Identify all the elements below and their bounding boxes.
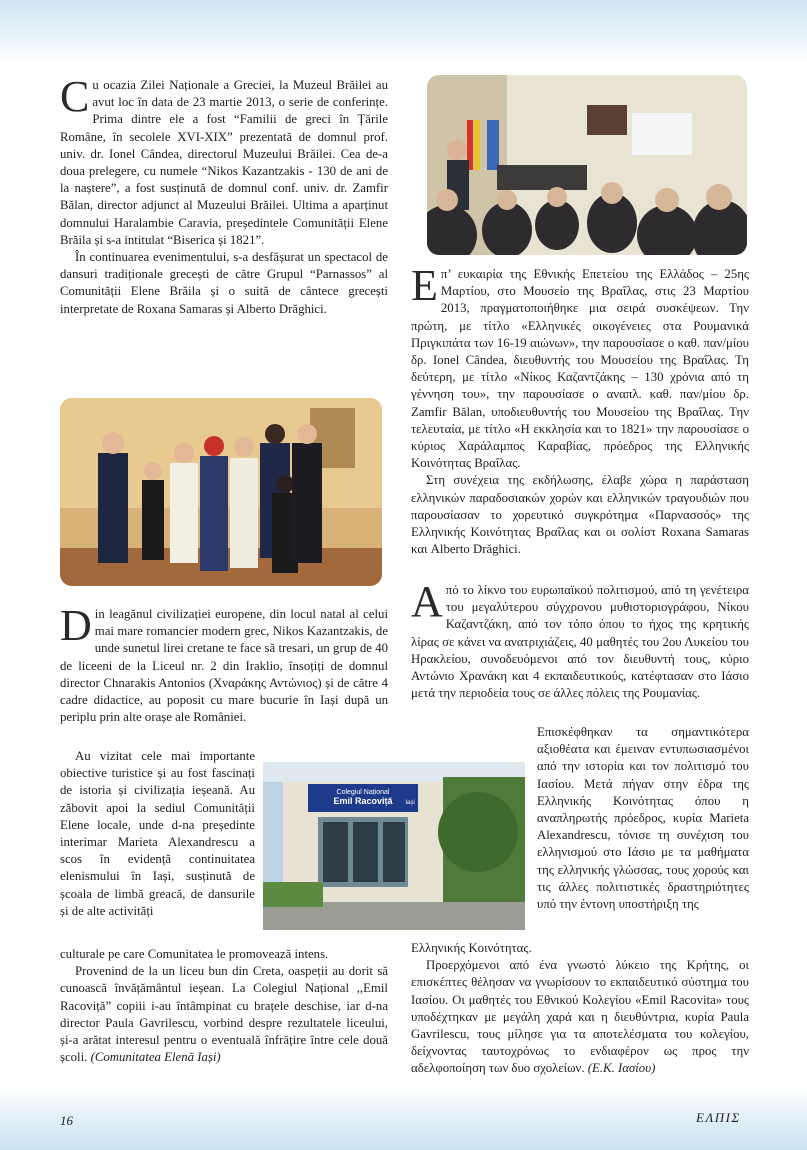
magazine-title: ΕΛΠΙΣ bbox=[696, 1110, 741, 1125]
right-article-2 bbox=[411, 577, 749, 702]
right-wrap-text bbox=[537, 724, 749, 913]
right-article-2-cont bbox=[411, 940, 749, 1078]
left-article-2-cont bbox=[60, 946, 388, 1066]
bottom-band bbox=[0, 1088, 807, 1150]
paragraph: Din leagănul civilizației europene, din locul natal al celui mai mare romancier modern grec, Nikos Kazantzakis, de unde sunetul lirei cretane te face să tresari, un grup de 40 de liceeni de la Liceul nr. 2 din Iraklio, însoțiți de domnul director Chnarakis Antonios (Χναράκης Αντώνιος) și de către 4 cadre didactice, au poposit cu mare bucurie în Iași după un periplu prin alte orașe ale României. bbox=[60, 601, 388, 725]
drop-cap: C bbox=[60, 72, 90, 121]
paragraph: Ελληνικής Κοινότητας. bbox=[411, 941, 532, 955]
left-article-1 bbox=[60, 72, 388, 318]
paragraph: În continuarea evenimentului, s-a desfășurat un spectacol de dansuri tradiționale grecești de către Grupul “Parnassos” al Comunității Elene Brăila și o suită de cântece grecești interpretate de Roxana Samaras și Alberto Drăghici. bbox=[60, 250, 388, 316]
school-sign-line1: Colegiul Național bbox=[336, 789, 390, 796]
school-photo bbox=[263, 762, 525, 930]
paragraph: Επισκέφθηκαν τα σημαντικότερα αξιοθέατα και έμειναν εντυπωσιασμένοι από την ιστορία και τον πολιτισμό του Ιασίου. Μετά πήγαν στην έδρα της Ελληνικής Κοινότητας όπου η αναπληρωτής πρόεδρος, κυρία Marieta Alexandrescu, τόνισε τη συνέχιση του ελληνισμού στο Ιάσιο με τα μαθήματα της ελληνικής γλώσσας, τους χορούς και τις άλλες πολιτιστικές δραστηριότητες υπό την έντονη υποστήριξη της bbox=[537, 725, 749, 912]
paragraph: Provenind de la un liceu bun din Creta, oaspeții au dorit să cunoască învățământul ieșean. La Colegiul Național ,,Emil Racoviță” copiii i-au întâmpinat cu brațele deschise, iar d-na director Paula Gavrilescu, vorbind despre rezultatele liceului, și-a arătat interesul pentru o eventuală înfrățire între cele două școli. (Comunitatea Elenă Iași) bbox=[60, 964, 388, 1065]
top-band bbox=[0, 0, 807, 62]
paragraph: culturale pe care Comunitatea le promovează intens. bbox=[60, 947, 329, 961]
paragraph: Cu ocazia Zilei Naționale a Greciei, la Muzeul Brăilei au avut loc în data de 23 martie 2013, o serie de conferințe. Prima dintre ele a fost “Familii de greci în Țările Române, în secolele XVI-XIX” prezentată de domnul prof. univ. dr. Ionel Cândea, directorul Muzeului Brăilei. Cea de-a doua prelegere, cu numele “Nikos Kazantzakis - 130 de ani de la naștere”, a fost susținută de domnul conf. univ. dr. Zamfir Bălan, director adjunct al Muzeului Brăilei. Ultima a aparținut domnului Haralambie Caravia, președintele Comunității Elene Brăila și s-a intitulat “Biserica și 1821”. bbox=[60, 72, 388, 247]
left-wrap-text bbox=[60, 748, 255, 920]
school-sign-line3: Iași bbox=[405, 800, 415, 806]
signature: (Ε.Κ. Ιασίου) bbox=[587, 1061, 656, 1076]
paragraph: Επ’ ευκαιρία της Εθνικής Επετείου της Ελλάδος – 25ης Μαρτίου, στο Μουσείο της Βραΐλας, στις 23 Μαρτίου 2013, πραγματοποιήθηκε μια σειρά συσκέψεων. Την πρώτη, με τίτλο «Ελληνικές οικογένειες στα Ρουμανικά Πριγκιπάτα των 16-19 αιώνων», την παρουσίασε ο καθ. παν/μίου δρ. Ionel Cândea, διευθυντής του Μουσείου της Βραΐλας. Τη δεύτερη, με τίτλο «Νίκος Καζαντζάκης – 130 χρόνια από τη γέννηση του», την παρουσίασε ο αναπλ. καθ. παν/μίου δρ. Zamfir Bălan, υποδιευθυντής του Μουσείου της Βραΐλας. Την τελευταία, με τίτλο «Η εκκλησία και το 1821» την παρουσίασε ο κύριος Χαράλαμπος Καραβίας, πρόεδρος της Ελληνικής Κοινότητας Βραΐλας. bbox=[411, 261, 749, 471]
paragraph: Στη συνέχεια της εκδήλωσης, έλαβε χώρα η παράσταση ελληνικών παραδοσιακών χορών και ελληνικών τραγουδιών που παρουσίασαν το χορευτικό συγκρότημα «Παρνασσός» της Ελληνικής Κοινότητας Βραΐλας και οι σολίστ Roxana Samaras και Alberto Drăghici. bbox=[411, 473, 749, 557]
paragraph: Προερχόμενοι από ένα γνωστό λύκειο της Κρήτης, οι επισκέπτες θέλησαν να γνωρίσουν το εκπαιδευτικό σύστημα του Ιασίου. Οι μαθητές του Εθνικού Κολεγίου «Emil Racovita» τους υποδέχτηκαν με μεγάλη χαρά και η διευθύντρια, κυρία Paula Gavrilescu, τους μίλησε για τα αποτελέσματα του κολεγίου, δείχνοντας ταυτοχρόνως το ενδιαφέρον ως προς την αδελφοποίηση των δυο σχολείων. (Ε.Κ. Ιασίου) bbox=[411, 958, 749, 1076]
page-number: 16 bbox=[60, 1113, 73, 1128]
paragraph: Au vizitat cele mai importante obiective turistice și au fost fascinați de istoria și civilizația ieșeană. Au zăbovit apoi la sediul Comunității Elene locale, unde d-na președinte interimar Marieta Alexandrescu a scos în evidență continuitatea elenismului în Iași, susținută de școala de limbă greacă, de dansurile și de alte activități bbox=[60, 749, 255, 918]
conference-photo bbox=[427, 75, 747, 255]
drop-cap: Ε bbox=[411, 261, 438, 310]
drop-cap: Α bbox=[411, 577, 443, 626]
dancers-photo bbox=[60, 398, 382, 586]
paragraph: Από το λίκνο του ευρωπαϊκού πολιτισμού, από τη γενέτειρα του μεγαλύτερου σύγχρονου μυθιστοριογράφου, Νίκου Καζαντζάκη, από τον τόπο όπου το ήχος της κρητικής λίρας σε κάνει να ανατριχιάζεις, 40 μαθητές του 2ου Λυκείου του Ηρακλείου, συνοδευόμενοι από τον διευθυντή τους, κύριο Αντώνιο Χρανάκη και 4 εκπαιδευτικούς, κατέφτασαν στο Ιάσιο μετά την περιοδεία τους σε άλλες πόλεις της Ρουμανίας. bbox=[411, 577, 749, 701]
signature: (Comunitatea Elenă Iași) bbox=[90, 1050, 221, 1065]
school-sign-line2: Emil Racoviță bbox=[333, 796, 393, 806]
right-article-1 bbox=[411, 261, 749, 558]
drop-cap: D bbox=[60, 601, 92, 650]
left-article-2 bbox=[60, 601, 388, 726]
